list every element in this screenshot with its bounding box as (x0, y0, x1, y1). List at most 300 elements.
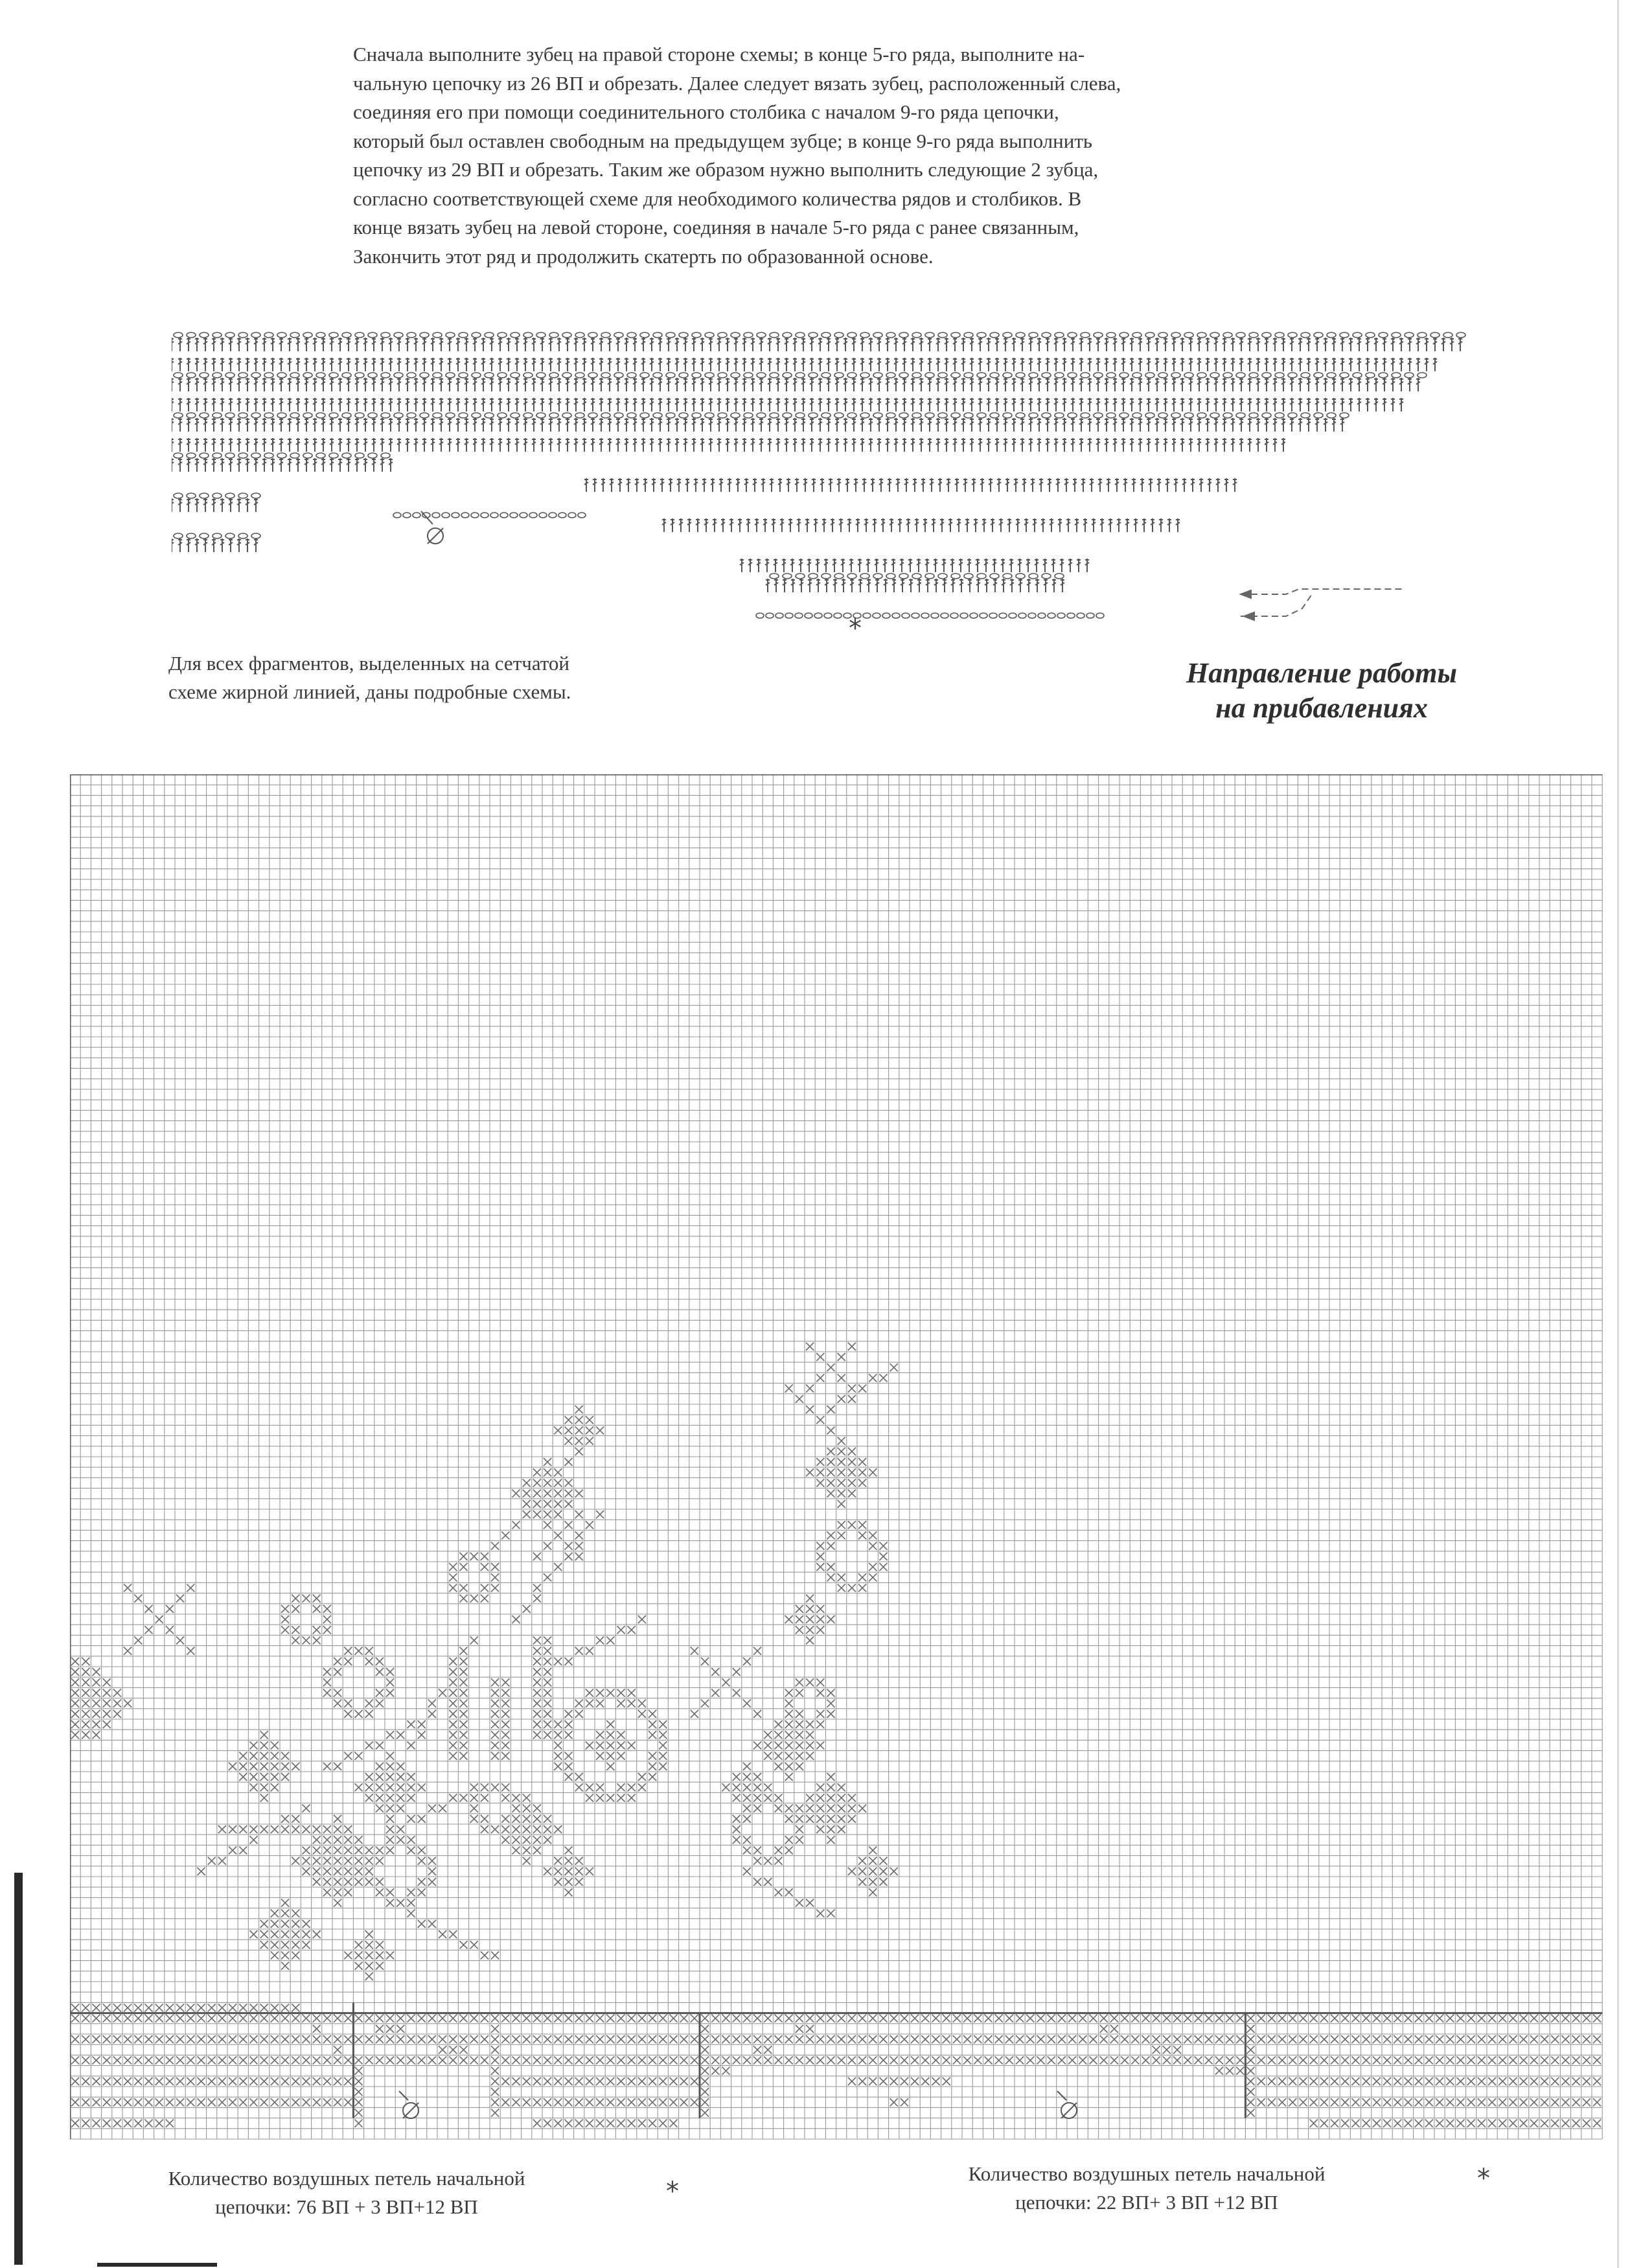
filled-cell (554, 1563, 562, 1571)
filled-cell (407, 1741, 415, 1749)
filled-cell (533, 1584, 541, 1591)
filled-cell (302, 1920, 310, 1928)
filled-cell (1299, 2035, 1307, 2043)
filled-cell (428, 1805, 436, 1812)
filled-cell (638, 1783, 646, 1791)
filled-cell (806, 1805, 814, 1812)
filled-cell (302, 2077, 310, 2085)
filled-cell (344, 1647, 352, 1655)
filled-cell (827, 2015, 834, 2022)
filled-cell (606, 1794, 614, 1801)
filled-cell (711, 1668, 719, 1676)
filled-cell (575, 1878, 583, 1886)
filled-cell (1498, 2015, 1506, 2022)
filled-cell (1236, 2015, 1244, 2022)
filled-cell (1404, 2120, 1412, 2127)
filled-cell (344, 2035, 352, 2043)
filled-cell (523, 2077, 531, 2085)
caption-line: Количество воздушных петель начальной (168, 2167, 525, 2190)
filled-cell (753, 1710, 761, 1718)
filled-cell (323, 1836, 331, 1844)
filled-cell (680, 2098, 688, 2106)
filled-cell (449, 1700, 457, 1707)
filled-cell (1520, 2015, 1528, 2022)
filled-cell (292, 1857, 299, 1865)
filled-cell (459, 1731, 467, 1739)
filled-cell (523, 2035, 531, 2043)
filled-cell (1530, 2077, 1538, 2085)
filled-cell (838, 1374, 845, 1382)
filled-cell (669, 2098, 677, 2106)
filled-cell (963, 2056, 971, 2064)
filled-cell (354, 1878, 362, 1886)
filled-cell (281, 2098, 289, 2106)
filled-cell (113, 2077, 121, 2085)
filled-cell (155, 2077, 163, 2085)
filled-cell (890, 2015, 898, 2022)
filled-cell (1215, 2035, 1223, 2043)
filled-cell (428, 2056, 436, 2064)
filled-cell (921, 2035, 929, 2043)
filled-cell (1436, 2056, 1443, 2064)
filled-cell (753, 1647, 761, 1655)
filled-cell (879, 2015, 887, 2022)
filled-cell (187, 2077, 194, 2085)
filled-cell (491, 1542, 499, 1550)
filled-cell (470, 1595, 478, 1603)
filled-cell (659, 2056, 667, 2064)
filled-cell (617, 1700, 625, 1707)
filled-cell (816, 1720, 824, 1728)
filled-cell (743, 1836, 751, 1844)
filled-cell (1593, 2015, 1601, 2022)
filled-cell (848, 1815, 856, 1823)
filled-cell (376, 1763, 384, 1770)
filled-cell (1415, 2056, 1423, 2064)
filled-cell (249, 1773, 257, 1781)
chain-row (174, 332, 1465, 338)
filled-cell (785, 1846, 793, 1854)
filled-cell (1320, 2015, 1328, 2022)
filled-cell (596, 1689, 604, 1696)
filled-cell (71, 2077, 79, 2085)
filled-cell (334, 1868, 341, 1875)
filled-cell (376, 2025, 384, 2033)
filled-cell (344, 1846, 352, 1854)
filled-cell (1005, 2056, 1013, 2064)
filled-cell (155, 2120, 163, 2127)
filled-cell (617, 1626, 625, 1634)
filled-cell (1373, 2015, 1381, 2022)
filled-cell (82, 2004, 89, 2011)
filled-cell (218, 2056, 226, 2064)
filled-cell (229, 1763, 236, 1770)
caption-line: цепочки: 76 ВП + 3 ВП+12 ВП (215, 2195, 478, 2218)
filled-cell (229, 1846, 236, 1854)
filled-cell (1373, 2120, 1381, 2127)
filled-cell (103, 2098, 111, 2106)
filled-cell (187, 2098, 194, 2106)
filled-cell (523, 1836, 531, 1844)
filled-cell (638, 2035, 646, 2043)
filled-cell (596, 1794, 604, 1801)
filled-cell (533, 2056, 541, 2064)
filled-cell (134, 1595, 142, 1603)
filled-cell (879, 1553, 887, 1560)
filled-cell (260, 1825, 268, 1833)
filled-cell (575, 1710, 583, 1718)
filled-cell (1163, 2015, 1171, 2022)
filled-cell (586, 2056, 593, 2064)
filled-cell (1246, 2025, 1254, 2033)
filet-grid-chart (70, 774, 1612, 2200)
filled-cell (628, 2077, 636, 2085)
filled-cell (166, 1626, 174, 1634)
filled-cell (564, 1458, 572, 1466)
filled-cell (544, 1825, 551, 1833)
filled-cell (396, 1805, 404, 1812)
filled-cell (575, 2056, 583, 2064)
filled-cell (596, 1731, 604, 1739)
filled-cell (932, 2015, 939, 2022)
filled-cell (1131, 2015, 1139, 2022)
filled-cell (564, 1658, 572, 1665)
filled-cell (124, 1700, 132, 1707)
filled-cell (1236, 2067, 1244, 2075)
filled-cell (596, 2035, 604, 2043)
filled-cell (1341, 2077, 1349, 2085)
filled-cell (418, 1846, 426, 1854)
filled-cell (271, 2098, 279, 2106)
filled-cell (313, 1626, 321, 1634)
filled-cell (208, 2098, 216, 2106)
filled-cell (197, 2015, 205, 2022)
filled-cell (1110, 2035, 1118, 2043)
filled-cell (512, 1825, 520, 1833)
filled-cell (796, 1395, 803, 1403)
chain-row (174, 413, 1349, 418)
filled-cell (575, 1448, 583, 1455)
filled-cell (1467, 2077, 1475, 2085)
filled-cell (376, 1773, 384, 1781)
filled-cell (428, 1700, 436, 1707)
filled-cell (1068, 2015, 1076, 2022)
filled-cell (575, 1426, 583, 1434)
filled-cell (1131, 2056, 1139, 2064)
filled-cell (1110, 2015, 1118, 2022)
filled-cell (879, 2077, 887, 2085)
filled-cell (334, 1846, 341, 1854)
filled-cell (239, 1773, 247, 1781)
filled-cell (428, 1857, 436, 1865)
filled-cell (292, 1941, 299, 1949)
filled-cell (606, 2056, 614, 2064)
filled-cell (501, 1783, 509, 1791)
filled-cell (239, 1752, 247, 1760)
filled-cell (606, 1636, 614, 1644)
filled-cell (575, 1406, 583, 1413)
filled-cell (386, 1763, 394, 1770)
filled-cell (155, 2015, 163, 2022)
filled-cell (386, 1752, 394, 1760)
filled-cell (586, 1741, 593, 1749)
filled-cell (197, 1868, 205, 1875)
filled-cell (858, 1805, 866, 1812)
intro-line: соединяя его при помощи соединительного столбика с началом 9-го ряда цепочки, (353, 100, 1059, 123)
filled-cell (544, 1521, 551, 1529)
filled-cell (901, 2056, 908, 2064)
filled-cell (82, 1678, 89, 1686)
filled-cell (376, 1857, 384, 1865)
filled-cell (187, 2056, 194, 2064)
filled-cell (271, 2004, 279, 2011)
filled-cell (848, 1458, 856, 1466)
filled-cell (544, 1490, 551, 1498)
filled-cell (733, 1689, 740, 1696)
filled-cell (564, 1752, 572, 1760)
filled-cell (827, 1458, 834, 1466)
filled-cell (113, 1710, 121, 1718)
filled-cell (1184, 2035, 1191, 2043)
filled-cell (554, 2120, 562, 2127)
filled-cell (176, 2056, 184, 2064)
filled-cell (281, 1605, 289, 1613)
filled-cell (533, 1479, 541, 1487)
filled-cell (354, 2098, 362, 2106)
filled-cell (785, 1763, 793, 1770)
filled-cell (838, 1490, 845, 1498)
filled-cell (323, 1763, 331, 1770)
filled-cell (659, 1720, 667, 1728)
filled-cell (354, 1951, 362, 1959)
filled-cell (103, 1689, 111, 1696)
filled-cell (155, 2035, 163, 2043)
filled-cell (838, 1794, 845, 1801)
filled-cell (512, 1805, 520, 1812)
filled-cell (1456, 2035, 1464, 2043)
filled-cell (1593, 2077, 1601, 2085)
filled-cell (354, 2120, 362, 2127)
filled-cell (386, 2056, 394, 2064)
filled-cell (816, 1805, 824, 1812)
direction-heading-line: Направление работы (1186, 657, 1458, 689)
filled-cell (71, 1689, 79, 1696)
filled-cell (271, 1930, 279, 1938)
filled-cell (533, 1468, 541, 1476)
filled-cell (449, 1563, 457, 1571)
filled-cell (334, 1836, 341, 1844)
filled-cell (439, 2015, 446, 2022)
filled-cell (1530, 2035, 1538, 2043)
filled-cell (848, 2015, 856, 2022)
filled-cell (302, 1930, 310, 1938)
filled-cell (365, 1868, 373, 1875)
filled-cell (459, 1941, 467, 1949)
filled-cell (418, 1783, 426, 1791)
filled-cell (376, 1962, 384, 1970)
filled-cell (554, 1878, 562, 1886)
filled-cell (1551, 2015, 1559, 2022)
filled-cell (974, 2015, 981, 2022)
filled-cell (586, 1647, 593, 1655)
filled-cell (596, 1636, 604, 1644)
filled-cell (649, 1763, 656, 1770)
filled-cell (564, 1888, 572, 1896)
filled-cell (501, 1741, 509, 1749)
chain-count-caption-left (97, 2164, 596, 2221)
filled-cell (785, 1710, 793, 1718)
filled-cell (292, 1763, 299, 1770)
filled-cell (869, 1888, 877, 1896)
filled-cell (649, 1710, 656, 1718)
filled-cell (1404, 2015, 1412, 2022)
filled-cell (879, 1878, 887, 1886)
filled-cell (166, 2077, 174, 2085)
filled-cell (386, 1668, 394, 1676)
filled-cell (711, 2067, 719, 2075)
filled-cell (459, 1553, 467, 1560)
filled-cell (1572, 2120, 1580, 2127)
filled-cell (459, 1752, 467, 1760)
filled-cell (459, 1741, 467, 1749)
filled-cell (796, 1741, 803, 1749)
filled-cell (753, 2046, 761, 2054)
filled-cell (1341, 2015, 1349, 2022)
chain-row (174, 453, 390, 458)
filled-cell (638, 1710, 646, 1718)
filled-cell (449, 1731, 457, 1739)
filled-cell (564, 1542, 572, 1550)
chain-row (174, 533, 260, 538)
filled-cell (386, 1846, 394, 1854)
filled-cell (313, 1605, 321, 1613)
filled-cell (407, 2035, 415, 2043)
filled-cell (92, 2015, 100, 2022)
filled-cell (334, 1878, 341, 1886)
filled-cell (82, 1668, 89, 1676)
filled-cell (722, 2015, 729, 2022)
filled-cell (879, 1542, 887, 1550)
filled-cell (249, 1783, 257, 1791)
filled-cell (785, 1805, 793, 1812)
filled-cell (733, 1794, 740, 1801)
filled-cell (271, 1773, 279, 1781)
filled-cell (1394, 2120, 1401, 2127)
filled-cell (680, 2056, 688, 2064)
filled-cell (848, 1794, 856, 1801)
filled-cell (271, 1763, 279, 1770)
filled-cell (354, 1941, 362, 1949)
filled-cell (785, 1689, 793, 1696)
filled-cell (459, 1668, 467, 1676)
filled-cell (396, 1731, 404, 1739)
filled-cell (313, 1595, 321, 1603)
filled-cell (1488, 2035, 1496, 2043)
filled-cell (554, 1752, 562, 1760)
filled-cell (439, 1805, 446, 1812)
filled-cell (71, 2120, 79, 2127)
filled-cell (239, 2077, 247, 2085)
filled-cell (481, 1825, 488, 1833)
filled-cell (271, 1920, 279, 1928)
filled-cell (533, 1510, 541, 1518)
filled-cell (774, 1857, 782, 1865)
filled-cell (302, 2098, 310, 2106)
filled-cell (649, 2035, 656, 2043)
filled-cell (1561, 2015, 1569, 2022)
filled-cell (1561, 2035, 1569, 2043)
filled-cell (1226, 2015, 1234, 2022)
filled-cell (564, 2077, 572, 2085)
filled-cell (313, 1825, 321, 1833)
filled-cell (1268, 2098, 1276, 2106)
filled-cell (796, 1763, 803, 1770)
filled-cell (428, 2015, 436, 2022)
filled-cell (260, 1752, 268, 1760)
filled-cell (1142, 2056, 1149, 2064)
filled-cell (365, 2015, 373, 2022)
filled-cell (649, 2077, 656, 2085)
filled-cell (816, 1353, 824, 1361)
filled-cell (848, 1395, 856, 1403)
filled-cell (1026, 2035, 1034, 2043)
filled-cell (491, 1710, 499, 1718)
filled-cell (281, 1763, 289, 1770)
filled-cell (564, 1846, 572, 1854)
filled-cell (197, 2035, 205, 2043)
filled-cell (869, 2077, 877, 2085)
filled-cell (512, 1490, 520, 1498)
intro-line: конце вязать зубец на левой стороне, соединяя в начале 5-го ряда с ранее связанным, (353, 216, 1079, 238)
filled-cell (376, 1878, 384, 1886)
filled-cell (669, 2120, 677, 2127)
filled-cell (481, 1584, 488, 1591)
filled-cell (334, 1658, 341, 1665)
filled-cell (858, 2056, 866, 2064)
filled-cell (848, 1385, 856, 1393)
filled-cell (564, 1490, 572, 1498)
filled-cell (1278, 2015, 1286, 2022)
filled-cell (407, 1815, 415, 1823)
filled-cell (92, 1700, 100, 1707)
filled-cell (1268, 2015, 1276, 2022)
filled-cell (260, 2056, 268, 2064)
filled-cell (323, 2098, 331, 2106)
filled-cell (523, 2098, 531, 2106)
filled-cell (858, 1385, 866, 1393)
filled-cell (501, 1731, 509, 1739)
filled-cell (753, 1783, 761, 1791)
filled-cell (816, 1710, 824, 1718)
filled-cell (638, 2056, 646, 2064)
filled-cell (774, 1741, 782, 1749)
filled-cell (302, 1636, 310, 1644)
filled-cell (396, 2035, 404, 2043)
filled-cell (743, 1658, 751, 1665)
filled-cell (82, 2120, 89, 2127)
filled-cell (606, 1752, 614, 1760)
filled-cell (176, 1595, 184, 1603)
filled-cell (858, 1531, 866, 1539)
filled-cell (323, 1846, 331, 1854)
filled-cell (501, 1794, 509, 1801)
filled-cell (533, 1720, 541, 1728)
filled-cell (512, 1846, 520, 1854)
filled-cell (869, 1573, 877, 1581)
filled-cell (617, 2077, 625, 2085)
filled-cell (239, 2056, 247, 2064)
filled-cell (753, 2035, 761, 2043)
